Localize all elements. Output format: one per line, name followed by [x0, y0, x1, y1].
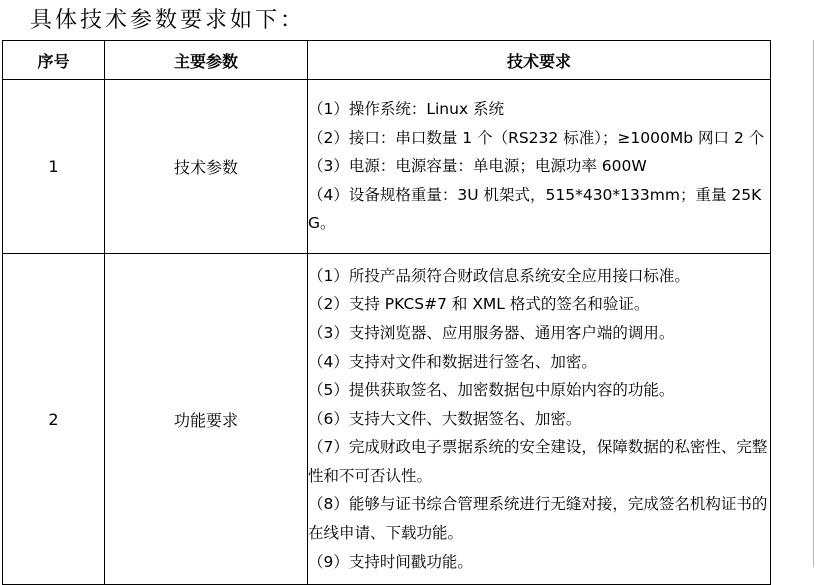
requirement-item: （2）支持 PKCS#7 和 XML 格式的签名和验证。 [308, 295, 650, 314]
page-edge-rule [813, 40, 814, 567]
row-no: 2 [3, 254, 105, 585]
requirement-item: （5）提供获取签名、加密数据包中原始内容的功能。 [308, 381, 675, 400]
requirement-item: （4）设备规格重量：3U 机架式，515*430*133mm；重量 25KG。 [308, 185, 762, 233]
requirement-item: （4）支持对文件和数据进行签名、加密。 [308, 352, 597, 371]
spec-table [2, 40, 771, 585]
page-heading: 具体技术参数要求如下： [30, 8, 306, 33]
row-param: 技术参数 [105, 80, 308, 254]
row-no: 1 [3, 80, 105, 254]
requirement-item: （6）支持大文件、大数据签名、加密。 [308, 409, 582, 428]
requirement-item: （3）支持浏览器、应用服务器、通用客户端的调用。 [308, 323, 675, 342]
row-requirements [308, 254, 771, 585]
table-header-row [3, 41, 771, 80]
requirement-item: （8）能够与证书综合管理系统进行无缝对接，完成签名机构证书的在线申请、下载功能。 [308, 495, 768, 543]
header-requirements: 技术要求 [308, 41, 771, 80]
row-requirements [308, 80, 771, 254]
header-no: 序号 [3, 41, 105, 80]
requirement-item: （1）所投产品须符合财政信息系统安全应用接口标准。 [308, 266, 690, 285]
table-row [3, 254, 771, 585]
requirement-item: （1）操作系统：Linux 系统 [308, 100, 505, 119]
requirement-item: （3）电源：电源容量：单电源；电源功率 600W [308, 157, 647, 176]
table-row [3, 80, 771, 254]
requirement-item: （9）支持时间戳功能。 [308, 552, 473, 571]
requirement-item: （7）完成财政电子票据系统的安全建设，保障数据的私密性、完整性和不可否认性。 [308, 438, 768, 485]
header-param: 主要参数 [105, 41, 308, 80]
row-param: 功能要求 [105, 254, 308, 585]
requirement-item: （2）接口：串口数量 1 个（RS232 标准）；≥1000Mb 网口 2 个 [308, 128, 765, 147]
